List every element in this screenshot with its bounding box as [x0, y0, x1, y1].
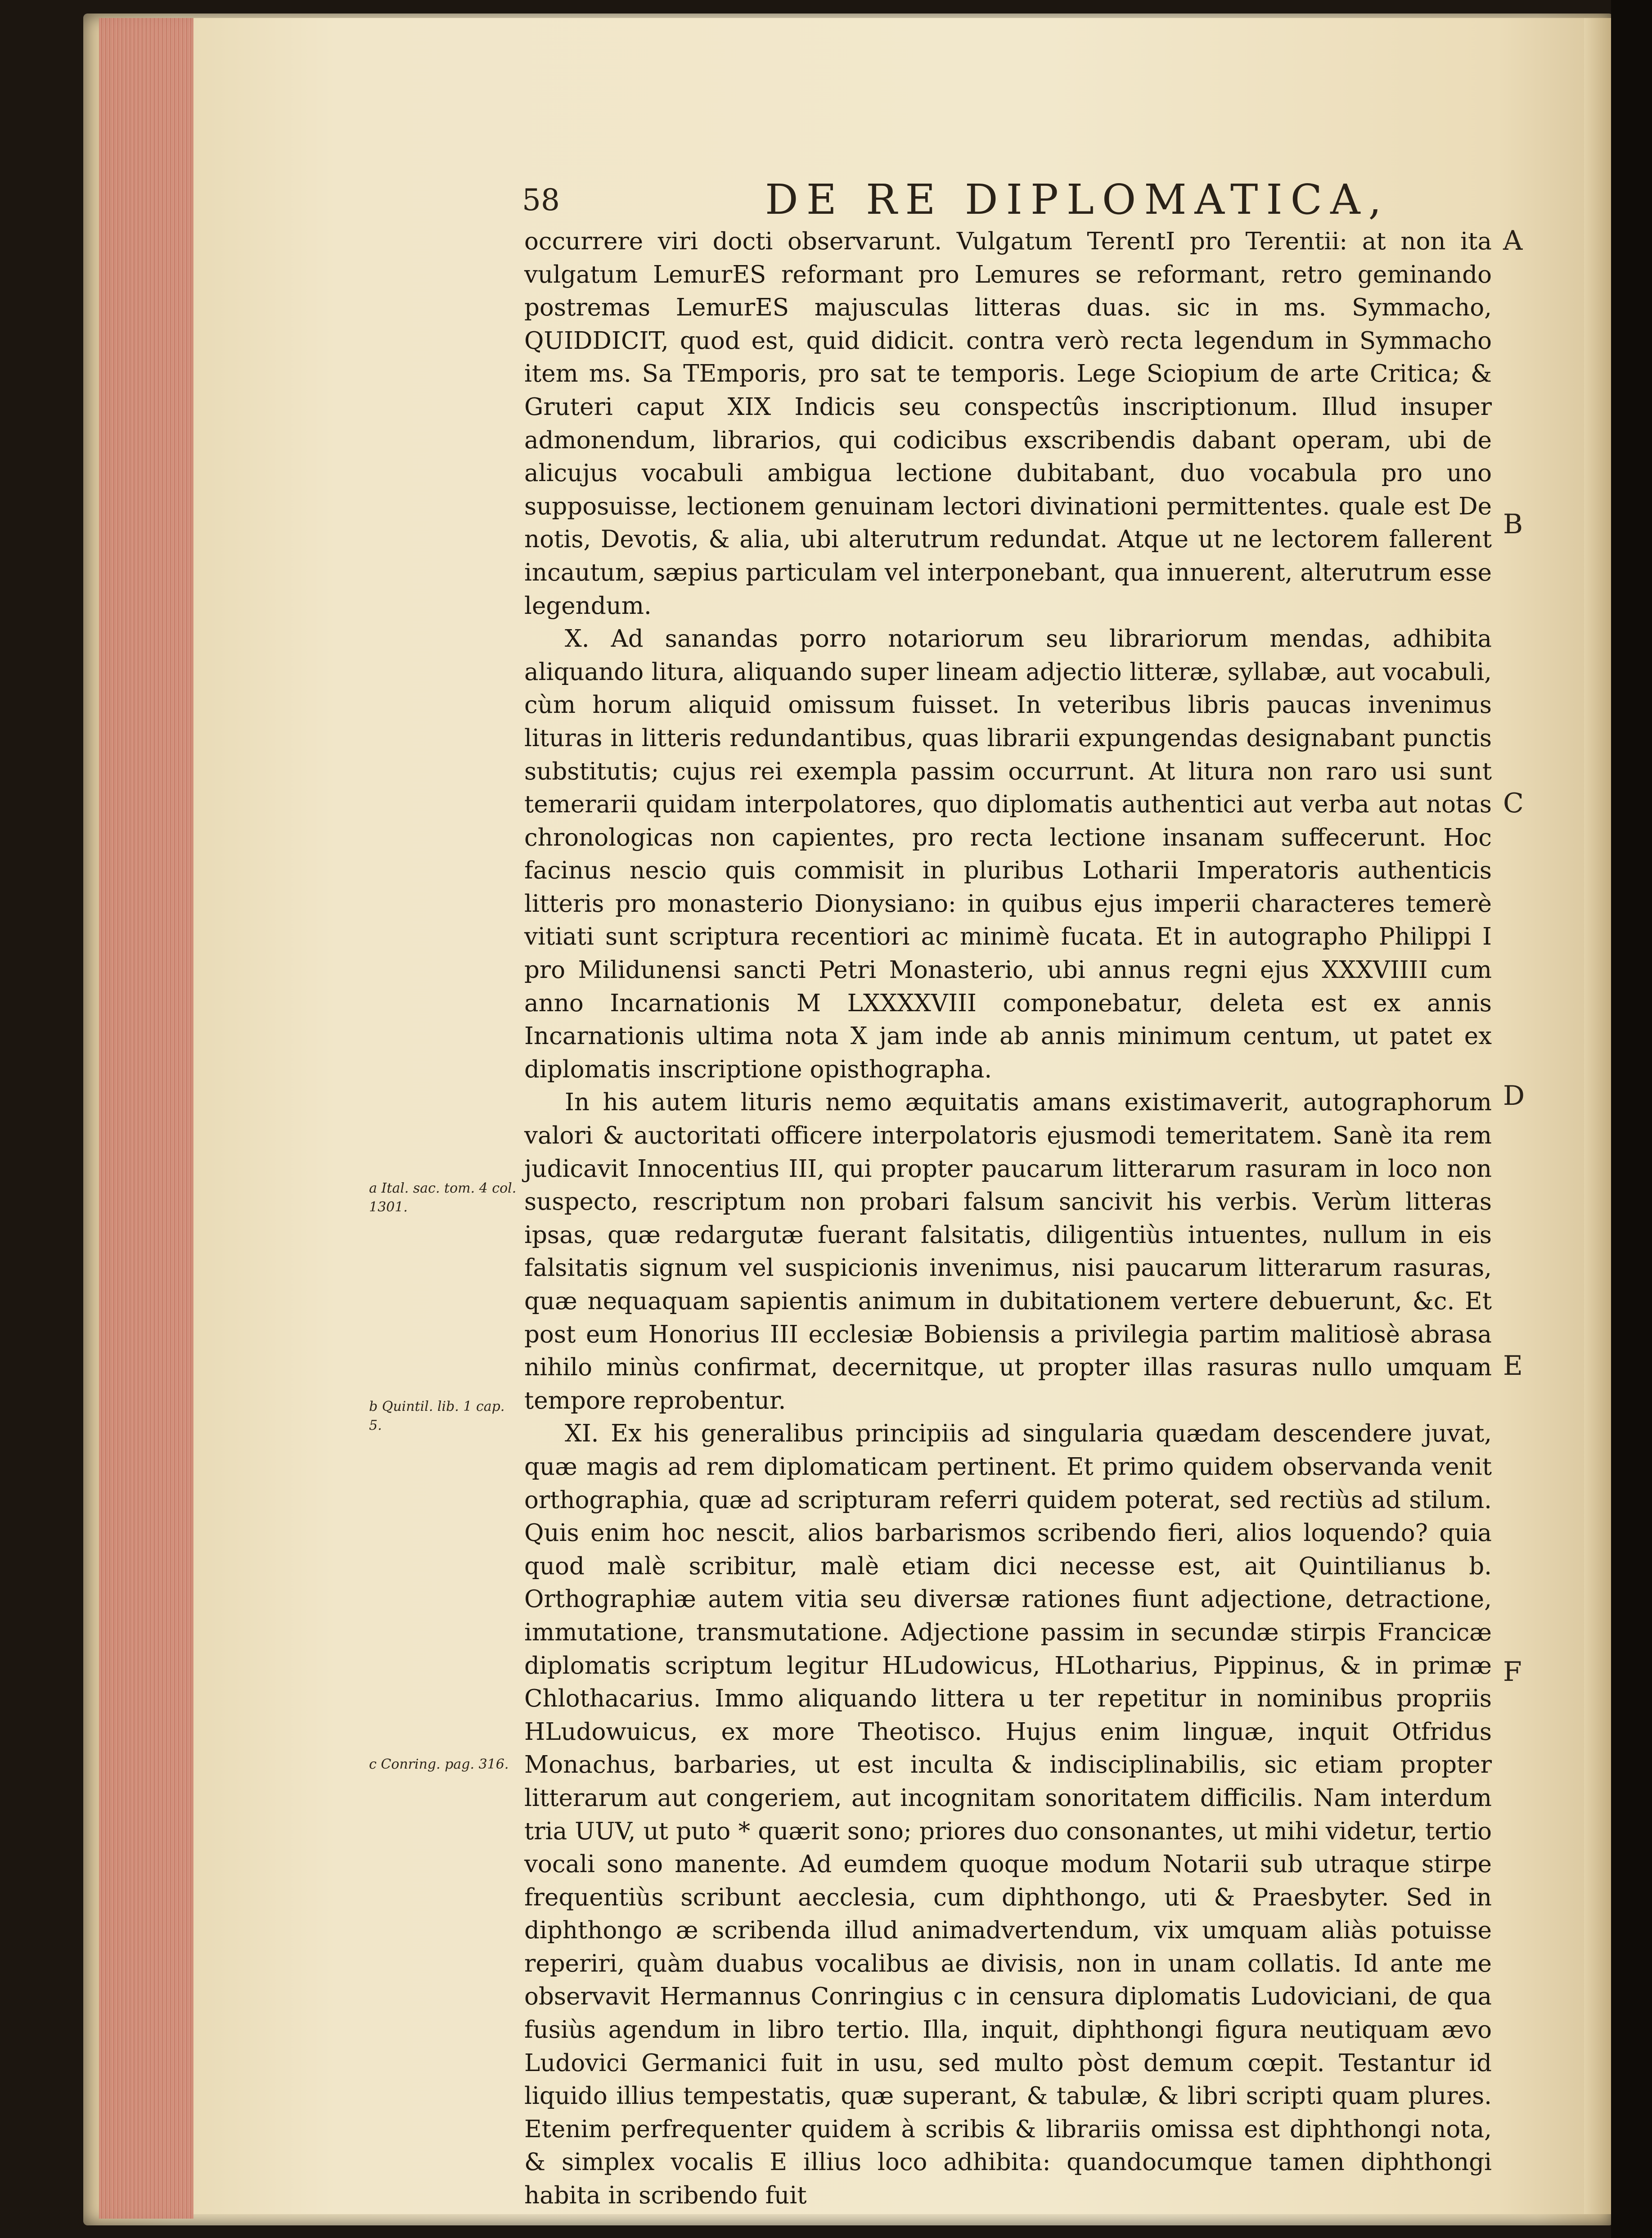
section-letter-f: F: [1503, 1656, 1522, 1688]
section-letter-a: A: [1503, 225, 1523, 257]
margin-note-a: a Ital. sac. tom. 4 col. 1301.: [369, 1180, 517, 1215]
red-page-edges: [99, 18, 194, 2219]
margin-note-b: b Quintil. lib. 1 cap. 5.: [369, 1399, 505, 1433]
book-title: DE RE DIPLOMATICA,: [765, 176, 1390, 224]
section-letter-c: C: [1503, 788, 1524, 819]
section-letter-e: E: [1503, 1350, 1523, 1382]
running-head: [522, 176, 1512, 225]
paragraph-continuation: occurrere viri docti observarunt. Vulgatum TerentI pro Terentii: at non ita vulgatum LemurES reformant pro Lemures se reformant, retro geminando postremas LemurES majusculas litteras duas. sic in ms. Symmacho, QUIDDICIT, quod est, quid didicit. contra verò recta legendum in Symmacho item ms. Sa TEmporis, pro sat te temporis. Lege Sciopium de arte Critica; & Gruteri caput XIX Indicis seu conspectûs inscriptionum. Illud insuper admonendum, librarios, qui codicibus exscribendis dabant operam, ubi de alicujus vocabuli ambigua lectione dubitabant, duo vocabula pro uno supposuisse, lectionem genuinam lectori divinationi permittentes. quale est De notis, Devotis, & alia, ubi alterutrum redundat. Atque ut ne lectorem fallerent incautum, sæpius particulam vel interponebant, qua innuerent, alterutrum esse legendum.: [524, 228, 1492, 620]
background-dark-edge: [1611, 0, 1652, 2238]
paragraph-section-x: X. Ad sanandas porro notariorum seu librariorum mendas, adhibita aliquando litura, aliquando super lineam adjectio litteræ, syllabæ, aut vocabuli, cùm horum aliquid omissum fuisset. In veteribus libris paucas invenimus lituras in litteris redundantibus, quas librarii expungendas designabant punctis substitutis; cujus rei exempla passim occurrunt. At litura non raro usi sunt temerarii quidam interpolatores, quo diplomatis authentici aut verba aut notas chronologicas non capientes, pro recta lectione insanam suffecerunt. Hoc facinus nescio quis commisit in pluribus Lotharii Imperatoris authenticis litteris pro monasterio Dionysiano: in quibus ejus imperii characteres temerè vitiati sunt scriptura recentiori ac minimè fucata. Et in autographo Philippi I pro Milidunensi sancti Petri Monasterio, ubi annus regni ejus XXXVIIII cum anno Incarnationis M LXXXXVIII componebatur, deleta est ex annis Incarnationis ultima nota X jam inde ab annis minimum centum, ut patet ex diplomatis inscriptione opisthographa.: [524, 625, 1492, 1083]
margin-note-c: c Conring. pag. 316.: [369, 1756, 509, 1772]
page-number: 58: [522, 183, 560, 217]
section-letter-d: D: [1503, 1080, 1525, 1112]
section-letter-b: B: [1503, 509, 1523, 540]
paragraph-lituris: In his autem lituris nemo æquitatis amans existimaverit, autographorum valori & auctoritati officere interpolatoris ejusmodi temeritatem. Sanè ita rem judicavit Innocentius III, qui propter paucarum litterarum rasuram in loco non suspecto, rescriptum non probari falsum sancivit his verbis. Verùm litteras ipsas, quæ redargutæ fuerant falsitatis, diligentiùs intuentes, nullum in eis falsitatis signum vel suspicionis invenimus, nisi paucarum litterarum rasuras, quæ nequaquam sapientis animum in dubitationem vertere debuerunt, &c. Et post eum Honorius III ecclesiæ Bobiensis a privilegia partim malitiosè abrasa nihilo minùs confirmat, decernitque, ut propter illas rasuras nullo umquam tempore reprobentur.: [524, 1089, 1492, 1414]
paragraph-section-xi: XI. Ex his generalibus principiis ad singularia quædam descendere juvat, quæ magis ad rem diplomaticam pertinent. Et primo quidem observanda venit orthographia, quæ ad scripturam referri quidem poterat, sed rectiùs ad stilum. Quis enim hoc nescit, alios barbarismos scribendo fieri, alios loquendo? quia quod malè scribitur, malè etiam dici necesse est, ait Quintilianus b. Orthographiæ autem vitia seu diversæ rationes fiunt adjectione, detractione, immutatione, transmutatione. Adjectione passim in secundæ stirpis Francicæ diplomatis scriptum legitur HLudowicus, HLotharius, Pippinus, & in primæ Chlothacarius. Immo aliquando littera u ter repetitur in nominibus propriis HLudowuicus, ex more Theotisco. Hujus enim linguæ, inquit Otfridus Monachus, barbaries, ut est inculta & indisciplinabilis, sic etiam propter litterarum aut congeriem, aut incognitam sonoritatem difficilis. Nam interdum tria UUV, ut puto * quærit sono; priores duo consonantes, ut mihi videtur, tertio vocali sono manente. Ad eumdem quoque modum Notarii sub utraque stirpe frequentiùs scribunt aecclesia, cum diphthongo, uti & Praesbyter. Sed in diphthongo æ scribenda illud animadvertendum, vix umquam aliàs potuisse reperiri, quàm duabus vocalibus ae divisis, non in unam collatis. Id ante me observavit Hermannus Conringius c in censura diplomatis Ludoviciani, de qua fusiùs agendum in libro tertio. Illa, inquit, diphthongi figura neutiquam ævo Ludovici Germanici fuit in usu, sed multo pòst demum cœpit. Testantur id liquido illius tempestatis, quæ superant, & tabulæ, & libri scripti quam plures. Etenim perfrequenter quidem à scribis & librariis omissa est diphthongi nota, & simplex vocalis E illius loco adhibita: quandocumque tamen diphthongi habita in scribendo fuit: [524, 1420, 1492, 2210]
page-body-text: [524, 225, 1492, 2212]
